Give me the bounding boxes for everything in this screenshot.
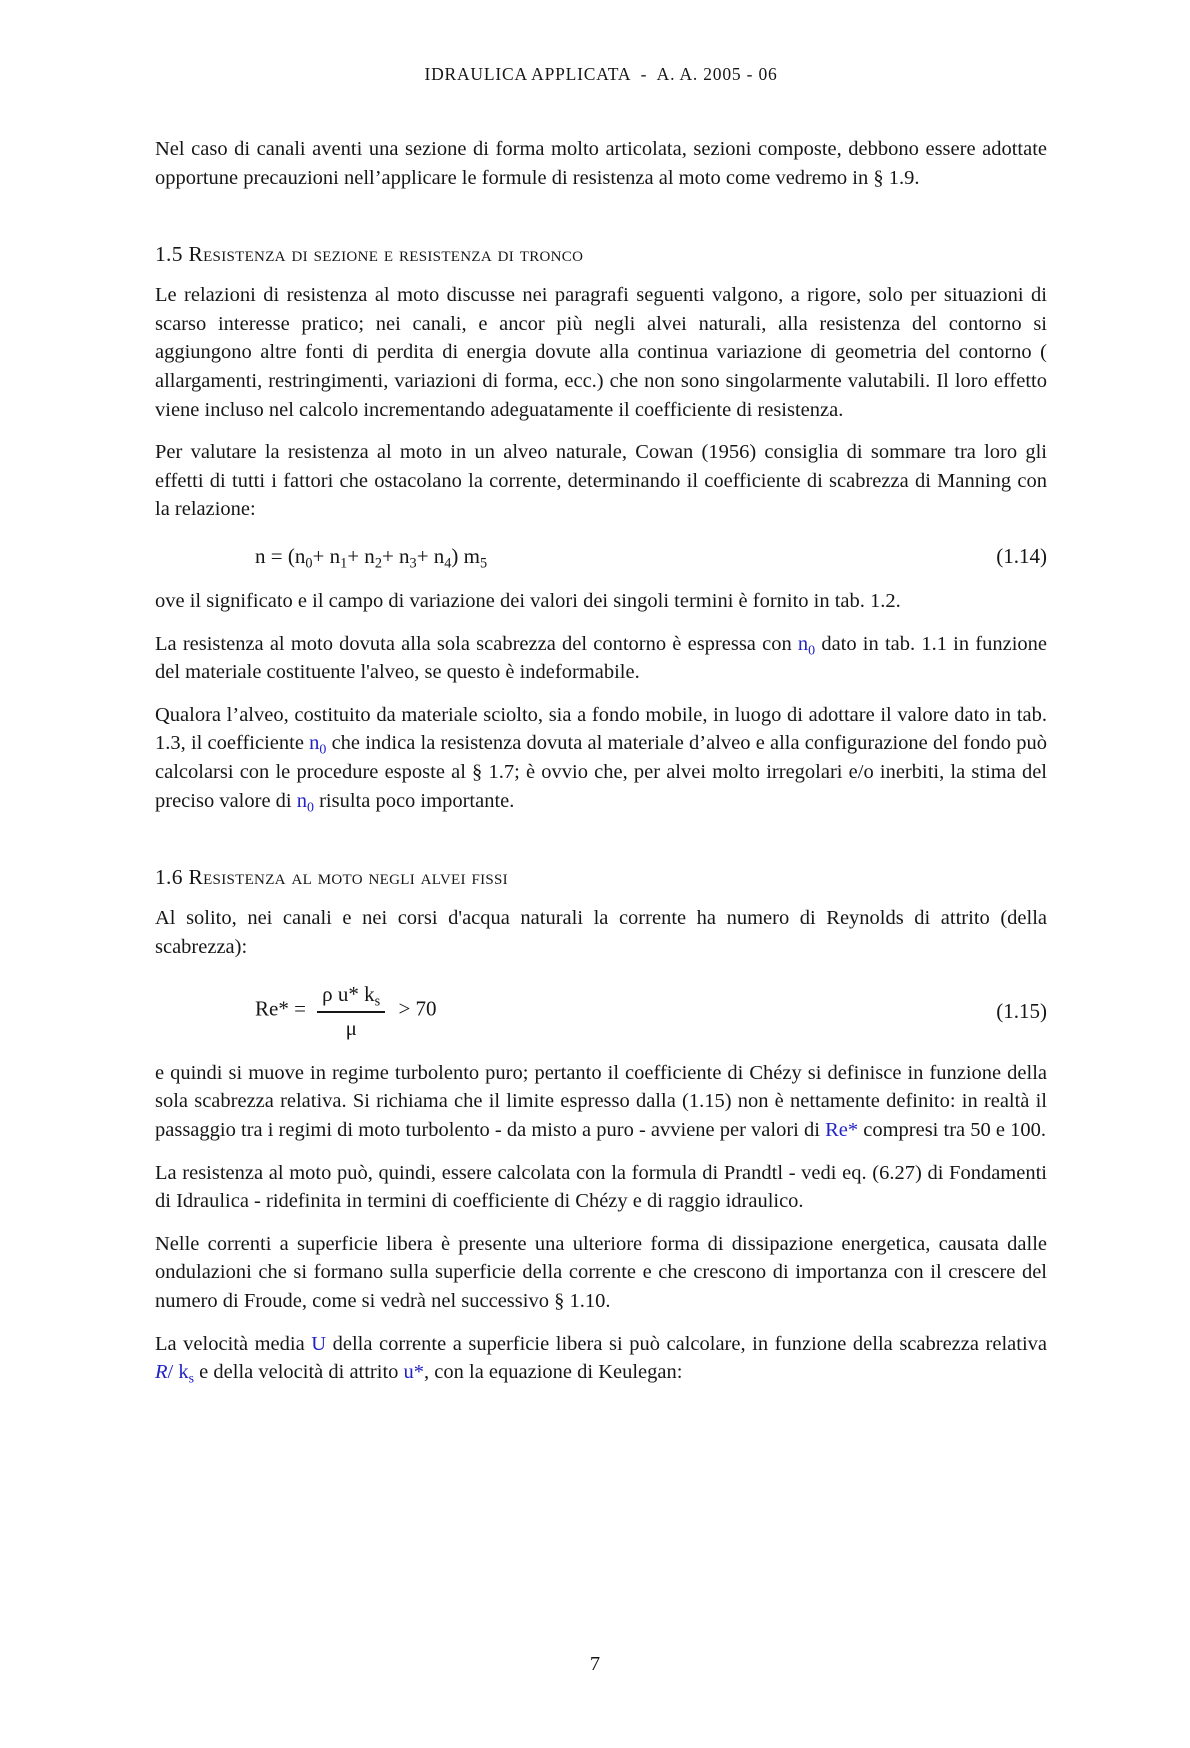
paragraph (155, 1330, 1047, 1387)
text-run: 5 (480, 555, 488, 572)
text-run: n (797, 632, 809, 655)
section-title: Resistenza al moto negli alvei fissi (188, 865, 508, 890)
text-run: U (311, 1332, 327, 1355)
equation-lhs: Re* = (255, 996, 312, 1021)
fraction-denominator: μ (345, 1015, 357, 1040)
fraction-numerator (317, 981, 385, 1012)
paragraph (155, 135, 1047, 192)
text-run: Nel caso di canali aventi una sezione di forma molto articolata, sezioni composte, debbono essere adottate opportune precauzioni nell’applicare le formule di resistenza al moto come vedremo in § 1.9. (155, 138, 1047, 189)
text-run: , con la equazione di Keulegan: (424, 1361, 683, 1384)
page-number: 7 (589, 1653, 601, 1675)
text-run: 1 (340, 555, 348, 572)
text-run: 0 (305, 555, 313, 572)
section-heading (155, 242, 1047, 267)
paragraph (155, 281, 1047, 424)
paragraph (155, 438, 1047, 524)
text-run: 3 (409, 555, 417, 572)
text-run: e quindi si muove in regime turbolento puro; pertanto il coefficiente di Chézy si definisce in funzione della sola scabrezza relativa. Si richiama che il limite espresso dalla (1.15) non è nettamente definito: in realtà il passaggio tra i regimi di moto turbolento - da misto a puro - avviene per valori di (155, 1061, 1047, 1141)
text-run: + n (312, 543, 341, 568)
text-run: che indica la resistenza dovuta al materiale d’alveo e alla configurazione del fondo può calcolarsi con le procedure esposte al § 1.7; è ovvio che, per alvei molto irregolari e/o inerbiti, la stima del preciso valore di (155, 732, 1047, 812)
text-run: + n (347, 543, 375, 568)
text-run: R (155, 1361, 168, 1384)
text-run: 2 (374, 555, 382, 572)
text-run: La resistenza al moto può, quindi, essere calcolata con la formula di Prandtl - vedi eq. (6.27) di Fondamenti di Idraulica - ridefinita in termini di coefficiente di Chézy e di raggio idraulico. (155, 1161, 1047, 1213)
text-run: u* (403, 1361, 425, 1384)
text-run: compresi tra 50 e 100. (858, 1118, 1046, 1141)
text-run: s (188, 1371, 195, 1387)
text-run: dato in tab. 1.1 in funzione del materiale costituente l'alveo, se questo è indeformabile. (155, 632, 1047, 684)
running-header: IDRAULICA APPLICATA - A. A. 2005 - 06 (424, 64, 778, 84)
paragraph (155, 701, 1047, 815)
text-run: Qualora l’alveo, costituito da materiale sciolto, sia a fondo mobile, in luogo di adottare il valore dato in tab. 1.3, il coefficiente (155, 703, 1047, 755)
section-heading (155, 865, 1047, 890)
text-run: La resistenza al moto dovuta alla sola scabrezza del contorno è espressa con (155, 632, 798, 655)
text-run: della corrente a superficie libera si può calcolare, in funzione della scabrezza relativa (326, 1332, 1047, 1355)
text-run: ove il significato e il campo di variazione dei valori dei singoli termini è fornito in tab. 1.2. (155, 589, 901, 612)
paragraph (155, 1159, 1047, 1216)
section-number: 1.6 (155, 865, 189, 890)
paragraph (155, 904, 1047, 961)
equation-number: (1.14) (996, 543, 1047, 568)
text-run: 0 (808, 642, 816, 658)
section-number: 1.5 (155, 242, 189, 267)
equation-body (255, 543, 488, 572)
text-run: 0 (319, 742, 327, 758)
paragraph (155, 1230, 1047, 1316)
document-page (0, 64, 1190, 1387)
text-run: Le relazioni di resistenza al moto discusse nei paragrafi seguenti valgono, a rigore, solo per situazioni di scarso interesse pratico; nei canali, e ancor più negli alvei naturali, alla resistenza del contorno si aggiungono altre fonti di perdita di energia dovute alla continua variazione di geometria del contorno ( allargamenti, restringimenti, variazioni di forma, ecc.) che non sono singolarmente valutabili. Il loro effetto viene incluso nel calcolo incrementando adeguatamente il coefficiente di resistenza. (155, 284, 1047, 421)
equation-body (255, 981, 437, 1041)
section-title: Resistenza di sezione e resistenza di tronco (188, 242, 584, 267)
text-run: 4 (444, 555, 452, 572)
fraction (317, 981, 385, 1041)
paragraph (155, 630, 1047, 687)
text-run: risulta poco importante. (313, 789, 515, 812)
text-run: + n (416, 543, 445, 568)
document-body (155, 135, 1047, 1387)
text-run: n = (n (255, 543, 306, 568)
equation-row (155, 543, 1047, 572)
text-run: Re* (825, 1118, 859, 1141)
text-run: ) m (451, 543, 480, 568)
text-run: s (374, 993, 381, 1010)
text-run: Al solito, nei canali e nei corsi d'acqua naturali la corrente ha numero di Reynolds di attrito (della scabrezza): (155, 907, 1047, 958)
paragraph (155, 587, 1047, 616)
text-run: Per valutare la resistenza al moto in un alveo naturale, Cowan (1956) consiglia di sommare tra loro gli effetti di tutti i fattori che ostacolano la corrente, determinando il coefficiente di scabrezza di Manning con la relazione: (155, 441, 1047, 521)
text-run: 0 (307, 799, 314, 815)
equation-number: (1.15) (996, 998, 1047, 1023)
paragraph (155, 1059, 1047, 1145)
text-run: e della velocità di attrito (194, 1361, 404, 1384)
equation-row (155, 981, 1047, 1041)
text-run: ρ u* k (322, 982, 375, 1007)
text-run: + n (381, 543, 410, 568)
equation-rhs: > 70 (393, 996, 437, 1021)
text-run: n (296, 789, 307, 812)
text-run: / k (167, 1361, 189, 1384)
text-run: La velocità media (155, 1332, 312, 1355)
text-run: Nelle correnti a superficie libera è presente una ulteriore forma di dissipazione energetica, causata dalle ondulazioni che si formano sulla superficie della corrente e che crescono di importanza con il crescere del numero di Froude, come si vedrà nel successivo § 1.10. (155, 1232, 1047, 1312)
text-run: n (309, 732, 320, 755)
